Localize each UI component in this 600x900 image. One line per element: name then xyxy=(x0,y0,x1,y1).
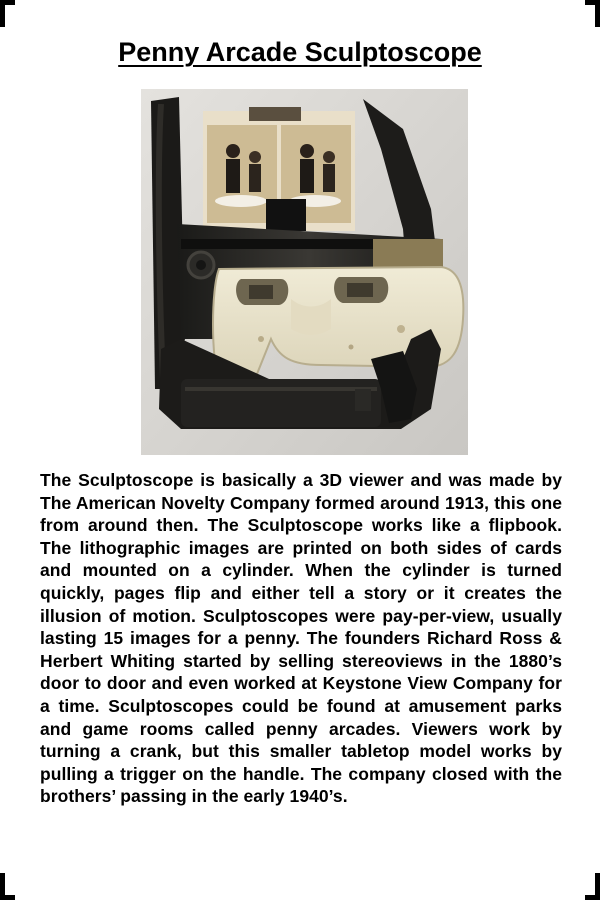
corner-mark-bottom-right xyxy=(585,873,600,900)
body-paragraph: The Sculptoscope is basically a 3D viewer and was made by The American Novelty Company formed around 1913, this one from around then. The Sculptoscope works like a flipbook. The lithographic images are printed on both sides of cards and mounted on a cylinder. When the cylinder is turned quickly, pages flip and either tell a story or it creates the illusion of motion. Sculptoscopes were pay-per-view, usually lasting 15 images for a penny. The founders Richard Ross & Herbert Whiting started by selling stereoviews in the 1880’s door to door and even worked at Keystone View Company for a time. Sculptoscopes could be found at amusement parks and game rooms called penny arcades. Viewers work by turning a crank, but this smaller tabletop model works by pulling a trigger on the handle. The company closed with the brothers’ passing in the early 1940’s. xyxy=(40,470,562,807)
page-title xyxy=(0,36,600,68)
sculptoscope-illustration xyxy=(141,89,468,455)
sculptoscope-photo xyxy=(141,89,468,455)
corner-mark-bottom-left xyxy=(0,873,15,900)
corner-mark-top-right xyxy=(585,0,600,27)
page-title-text: Penny Arcade Sculptoscope xyxy=(118,37,482,67)
corner-mark-top-left xyxy=(0,0,15,27)
